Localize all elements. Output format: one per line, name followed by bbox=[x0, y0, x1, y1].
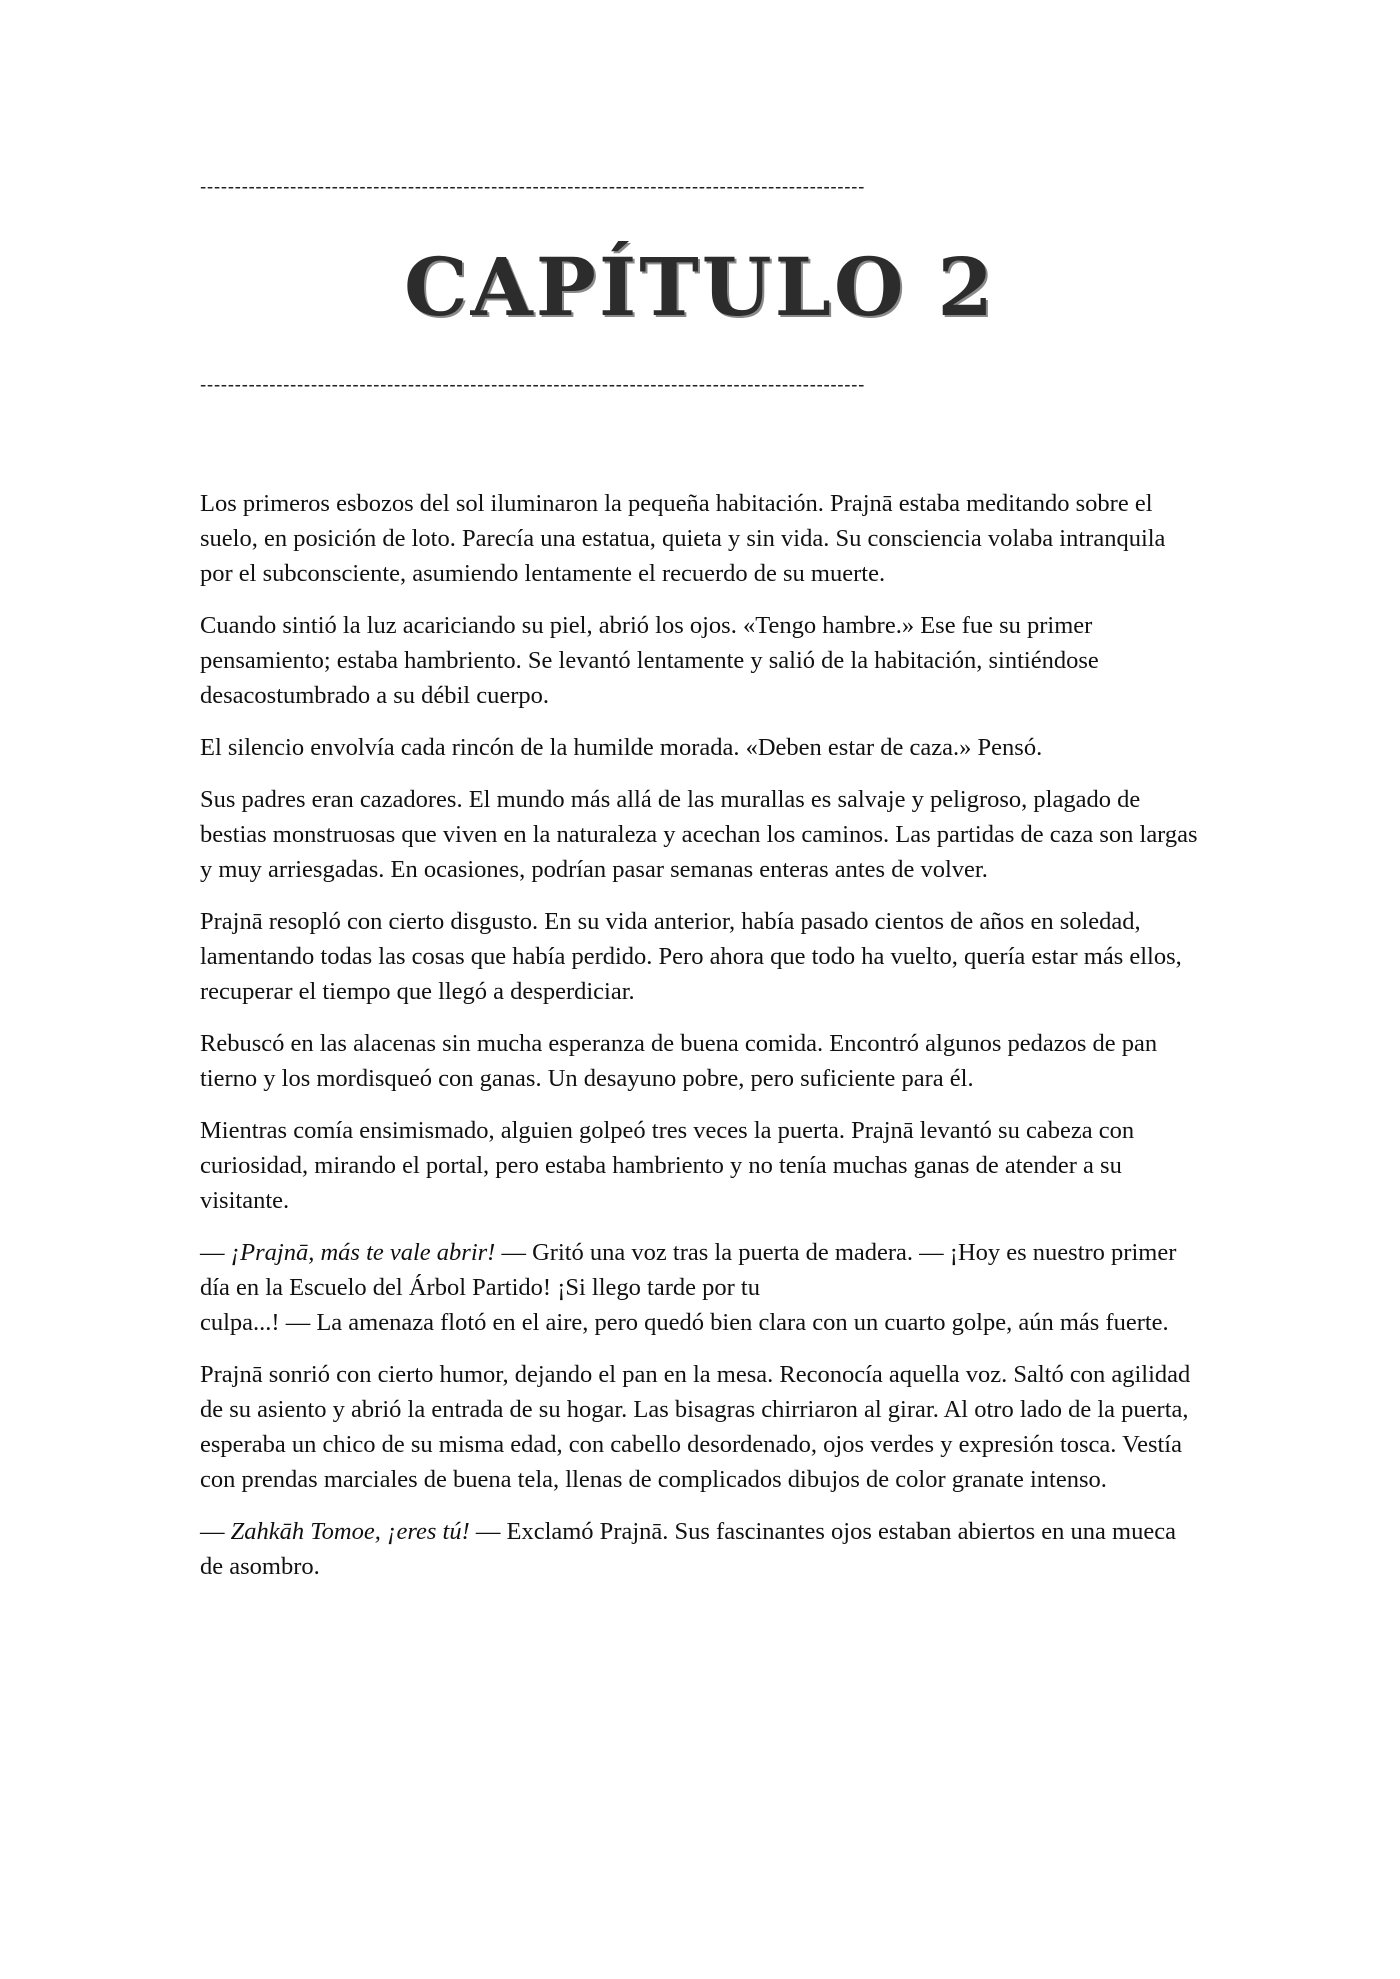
dialogue-quote: ¡Prajnā, más te vale abrir! bbox=[230, 1239, 496, 1266]
paragraph-10-dialogue bbox=[200, 1514, 1200, 1584]
paragraph-7: Mientras comía ensimismado, alguien golpeó tres veces la puerta. Prajnā levantó su cabeza con curiosidad, mirando el portal, pero estaba hambriento y no tenía muchas ganas de atender a su visitante. bbox=[200, 1117, 1135, 1214]
paragraph-4: Sus padres eran cazadores. El mundo más allá de las murallas es salvaje y peligroso, plagado de bestias monstruosas que viven en la naturaleza y acechan los caminos. Las partidas de caza son largas y muy arriesgadas. En ocasiones, podrían pasar semanas enteras antes de volver. bbox=[200, 786, 1198, 883]
dialogue-dash: — bbox=[200, 1239, 231, 1266]
dialogue-narration-continued: culpa...! — La amenaza flotó en el aire, pero quedó bien clara con un cuarto golpe, aún más fuerte. bbox=[200, 1309, 1169, 1336]
chapter-title: CAPÍTULO 2 bbox=[403, 240, 997, 334]
bottom-divider: ------------------------------------------------------------------------------------------------ bbox=[200, 375, 866, 396]
paragraph-1: Los primeros esbozos del sol iluminaron la pequeña habitación. Prajnā estaba meditando sobre el suelo, en posición de loto. Parecía una estatua, quieta y sin vida. Su consciencia volaba intranquila por el subconsciente, asumiendo lentamente el recuerdo de su muerte. bbox=[200, 490, 1166, 587]
chapter-body bbox=[200, 486, 1200, 1601]
dialogue-narration: — Gritó una voz tras la puerta de madera. — ¡Hoy es nuestro primer día en la Escuelo del Árbol Partido! ¡Si llego tarde por tu bbox=[200, 1239, 1177, 1301]
paragraph-9: Prajnā sonrió con cierto humor, dejando el pan en la mesa. Reconocía aquella voz. Saltó con agilidad de su asiento y abrió la entrada de su hogar. Las bisagras chirriaron al girar. Al otro lado de la puerta, esperaba un chico de su misma edad, con cabello desordenado, ojos verdes y expresión tosca. Vestía con prendas marciales de buena tela, llenas de complicados dibujos de color granate intenso. bbox=[200, 1361, 1191, 1493]
dialogue-quote: Zahkāh Tomoe, ¡eres tú! bbox=[230, 1518, 470, 1545]
dialogue-dash: — bbox=[200, 1518, 231, 1545]
paragraph-5: Prajnā resopló con cierto disgusto. En su vida anterior, había pasado cientos de años en soledad, lamentando todas las cosas que había perdido. Pero ahora que todo ha vuelto, quería estar más ellos, recuperar el tiempo que llegó a desperdiciar. bbox=[200, 908, 1182, 1005]
paragraph-8-dialogue bbox=[200, 1235, 1200, 1340]
top-divider: ------------------------------------------------------------------------------------------------ bbox=[200, 177, 866, 198]
paragraph-6: Rebuscó en las alacenas sin mucha esperanza de buena comida. Encontró algunos pedazos de pan tierno y los mordisqueó con ganas. Un desayuno pobre, pero suficiente para él. bbox=[200, 1030, 1158, 1092]
dialogue-narration: — Exclamó Prajnā. Sus fascinantes ojos estaban abiertos en una mueca de asombro. bbox=[200, 1518, 1176, 1580]
paragraph-3: El silencio envolvía cada rincón de la humilde morada. «Deben estar de caza.» Pensó. bbox=[200, 734, 1043, 761]
paragraph-2: Cuando sintió la luz acariciando su piel, abrió los ojos. «Tengo hambre.» Ese fue su primer pensamiento; estaba hambriento. Se levantó lentamente y salió de la habitación, sintiéndose desacostumbrado a su débil cuerpo. bbox=[200, 612, 1099, 709]
